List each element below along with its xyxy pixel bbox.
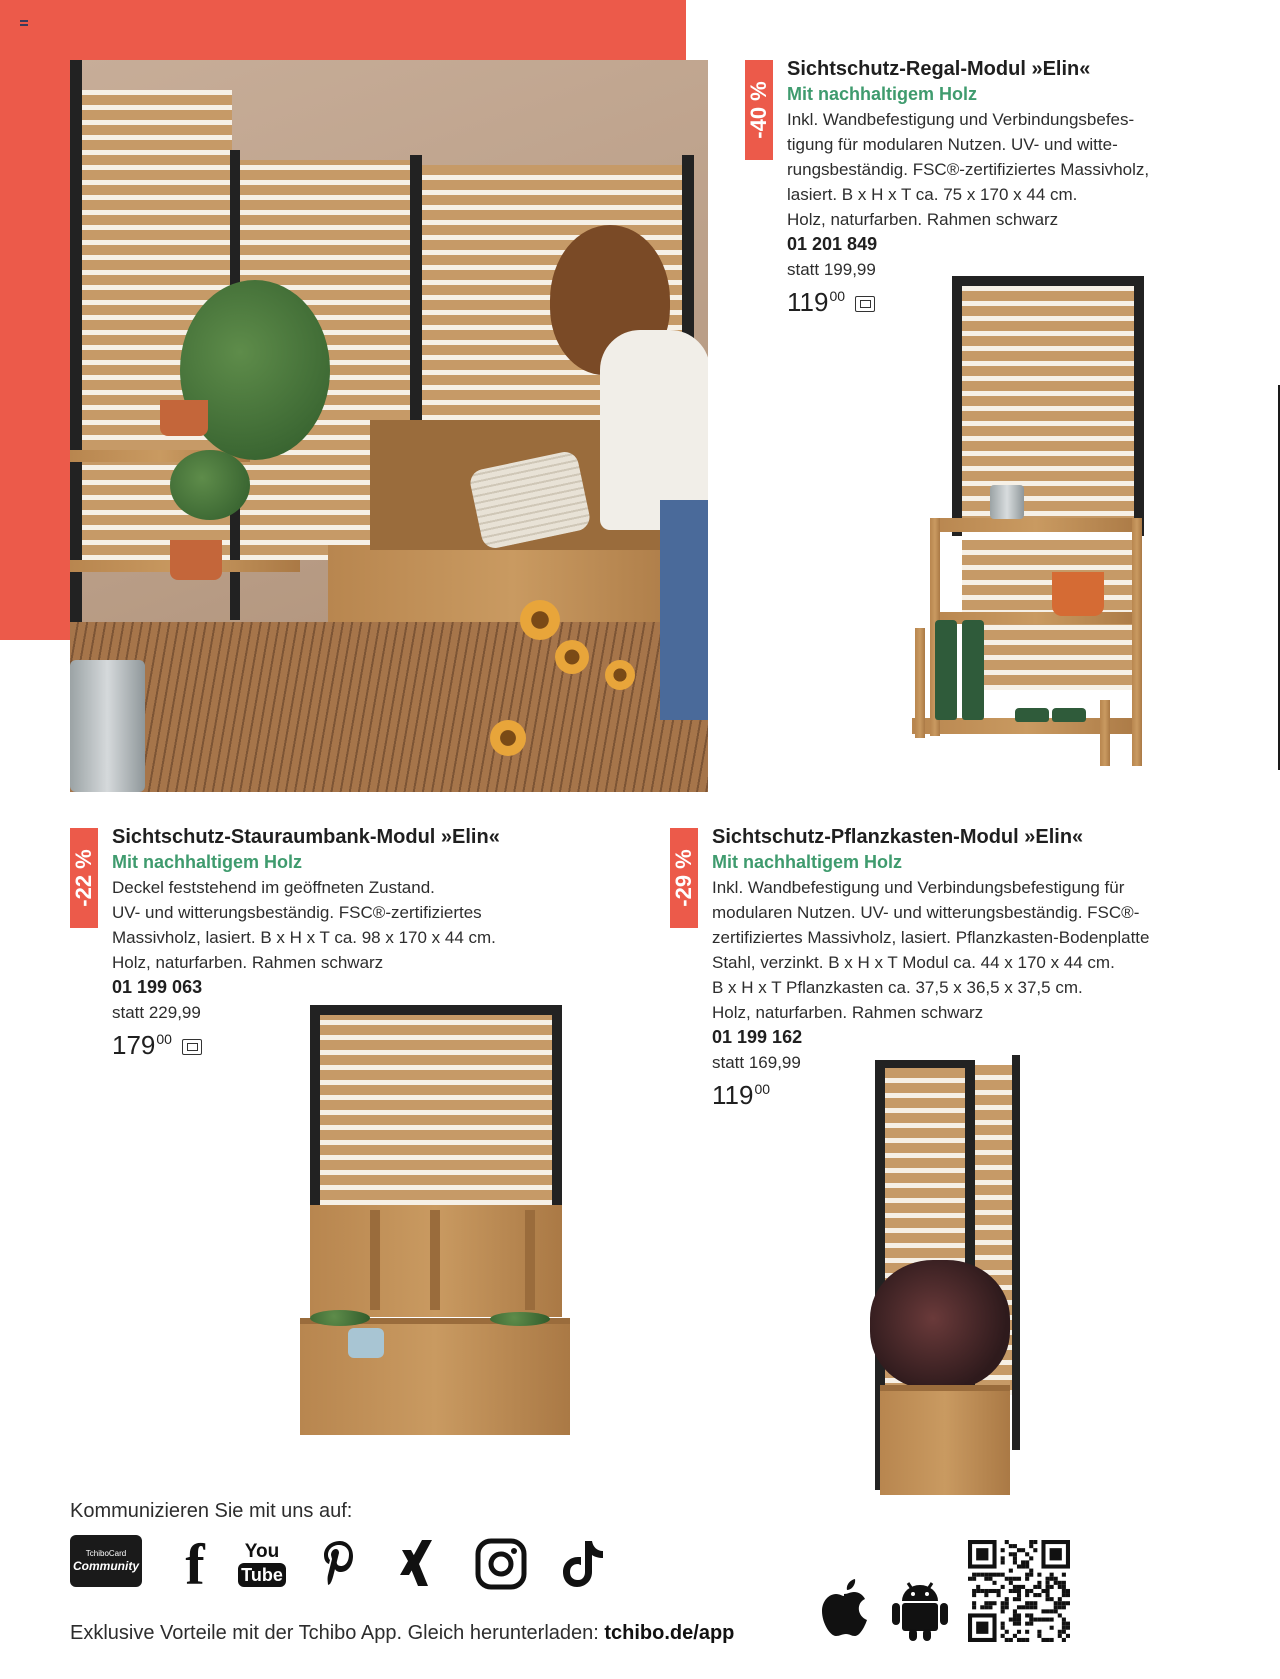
qr-code-graphic [968, 1540, 1070, 1642]
hero-flower [605, 660, 635, 690]
description-line: rungsbeständig. FSC®-zertifiziertes Massivholz, [787, 160, 1150, 179]
gardening-gloves [348, 1328, 384, 1358]
app-promo [70, 1622, 734, 1645]
hero-photo [70, 60, 708, 792]
description-line: tigung für modularen Nutzen. UV- und witte- [787, 135, 1118, 154]
product-subtitle: Mit nachhaltigem Holz [112, 852, 303, 872]
app-promo-text: Exklusive Vorteile mit der Tchibo App. Gleich herunterladen: [70, 1622, 605, 1644]
article-number: 01 199 063 [112, 977, 203, 997]
discount-badge [670, 828, 698, 928]
tiktok-icon[interactable] [560, 1535, 608, 1593]
communicate-label: Kommunizieren Sie mit uns auf: [70, 1500, 353, 1522]
menu-mark-icon [20, 20, 28, 26]
hero-flower [555, 640, 589, 674]
description-line: Holz, naturfarben. Rahmen schwarz [112, 953, 384, 972]
facebook-icon[interactable]: f [185, 1531, 205, 1597]
qr-code [968, 1540, 1070, 1642]
garden-shoe [1015, 708, 1049, 722]
hero-deck-floor [70, 622, 708, 792]
youtube-bottom-text: Tube [238, 1563, 286, 1587]
product-title: Sichtschutz-Pflanzkasten-Modul »Elin« [712, 826, 1084, 848]
description-line: Massivholz, lasiert. B x H x T ca. 98 x 170 x 44 cm. [112, 928, 496, 947]
hero-plant [170, 450, 250, 520]
article-number: 01 201 849 [787, 234, 878, 254]
discount-badge [745, 60, 773, 160]
regal-slats [962, 286, 1134, 531]
description-line: Holz, naturfarben. Rahmen schwarz [787, 210, 1059, 229]
regal-shelf-top [930, 518, 1142, 532]
android-icon[interactable] [890, 1575, 950, 1643]
price-euro: 179 [112, 1030, 156, 1060]
description-line: B x H x T Pflanzkasten ca. 37,5 x 36,5 x 37,5 cm. [712, 978, 1083, 997]
youtube-top-text: You [244, 1541, 280, 1562]
old-price: statt 199,99 [787, 260, 876, 279]
bank-frame-top [310, 1005, 562, 1015]
community-top-text: TchiboCard [85, 1549, 127, 1558]
product-subtitle: Mit nachhaltigem Holz [787, 84, 978, 104]
product-description [787, 107, 1247, 232]
bank-lid-batten [525, 1210, 535, 1310]
product-title: Sichtschutz-Regal-Modul »Elin« [787, 58, 1091, 80]
flower-pot [1052, 572, 1104, 616]
price-cent: 00 [829, 288, 846, 304]
regal-leg [1100, 700, 1110, 766]
discount-text: -40 % [746, 81, 771, 139]
old-price: statt 229,99 [112, 1003, 201, 1022]
pinterest-icon[interactable] [318, 1535, 362, 1593]
bank-tools [310, 1310, 370, 1326]
hero-flower [520, 600, 560, 640]
description-line: zertifiziertes Massivholz, lasiert. Pflanzkasten-Bodenplatte [712, 928, 1150, 947]
planter-frame-top [875, 1060, 975, 1068]
discount-text: -22 % [71, 849, 96, 907]
bank-frame-left [310, 1005, 320, 1215]
community-icon[interactable] [70, 1535, 142, 1587]
description-line: UV- und witterungsbeständig. FSC®-zertifiziertes [112, 903, 482, 922]
price-cent: 00 [156, 1031, 172, 1047]
discount-badge [70, 828, 98, 928]
instagram-icon[interactable] [474, 1535, 528, 1593]
regal-frame-left [952, 276, 962, 536]
product-description [112, 875, 672, 975]
hero-frame-post [70, 60, 82, 670]
planter-box-rim [880, 1385, 1010, 1391]
watering-can [990, 485, 1024, 519]
hero-watering-can [70, 660, 145, 792]
product-description [712, 875, 1252, 1025]
planter-frame-right [1012, 1055, 1020, 1450]
description-line: Inkl. Wandbefestigung und Verbindungsbefes- [787, 110, 1135, 129]
shipping-box-icon [855, 296, 875, 312]
regal-leg [1132, 518, 1142, 766]
regal-frame-top [952, 276, 1144, 286]
shipping-box-icon [182, 1039, 202, 1055]
description-line: Inkl. Wandbefestigung und Verbindungsbefestigung für [712, 878, 1125, 897]
description-line: Holz, naturfarben. Rahmen schwarz [712, 1003, 984, 1022]
article-number: 01 199 162 [712, 1027, 803, 1047]
garden-boot [935, 620, 957, 720]
product-subtitle: Mit nachhaltigem Holz [712, 852, 903, 872]
apple-icon[interactable] [815, 1575, 873, 1643]
description-line: lasiert. B x H x T ca. 75 x 170 x 44 cm. [787, 185, 1078, 204]
bank-box [300, 1320, 570, 1435]
regal-leg [915, 628, 925, 738]
product-title: Sichtschutz-Stauraumbank-Modul »Elin« [112, 826, 500, 848]
bank-lid-batten [430, 1210, 440, 1310]
hero-pot [170, 540, 222, 580]
price-euro: 119 [787, 287, 829, 317]
bank-slats [320, 1015, 552, 1205]
xing-icon[interactable] [396, 1535, 440, 1593]
price-euro: 119 [712, 1080, 754, 1110]
bank-frame-right [552, 1005, 562, 1215]
price-cent: 00 [754, 1081, 771, 1097]
planter-foliage [870, 1260, 1010, 1390]
hero-woman-legs [660, 500, 708, 720]
description-line: Stahl, verzinkt. B x H x T Modul ca. 44 x 170 x 44 cm. [712, 953, 1115, 972]
bank-tools [490, 1312, 550, 1326]
community-bottom-text: Community [73, 1559, 139, 1573]
hero-pot [160, 400, 208, 436]
bank-lid-batten [370, 1210, 380, 1310]
planter-box [880, 1385, 1010, 1495]
regal-frame-right [1134, 276, 1144, 536]
youtube-icon[interactable] [240, 1535, 284, 1593]
discount-text: -29 % [671, 849, 696, 907]
app-link[interactable]: tchibo.de/app [604, 1622, 735, 1644]
garden-boot [962, 620, 984, 720]
description-line: modularen Nutzen. UV- und witterungsbeständig. FSC®- [712, 903, 1140, 922]
hero-flower [490, 720, 526, 756]
old-price: statt 169,99 [712, 1053, 801, 1072]
garden-shoe [1052, 708, 1086, 722]
description-line: Deckel feststehend im geöffneten Zustand. [112, 878, 435, 897]
